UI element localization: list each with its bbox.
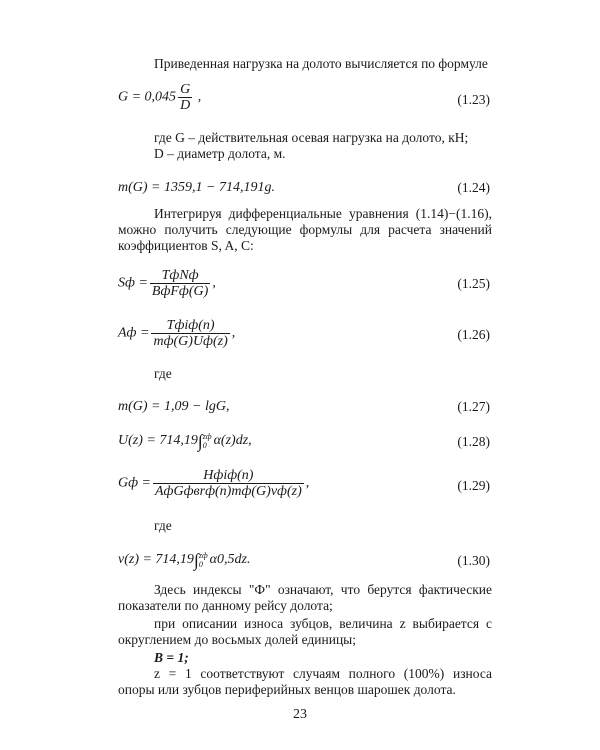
- eq-1-30-limits: [199, 551, 208, 569]
- page-number: 23: [293, 707, 307, 722]
- eq-1-25-number: (1.25): [457, 276, 490, 291]
- where-line-4: где: [154, 518, 172, 533]
- equation-1-29: [118, 468, 309, 499]
- paragraph-integrate-text: Интегрируя дифференциальные уравнения (1.14)−(1.16), можно получить следующие формулы для расчета значений коэффициентов S, A, C:: [118, 206, 492, 253]
- where-line-3: где: [154, 366, 172, 381]
- eq-1-25-lhs: Sф =: [118, 275, 148, 291]
- where-line-2: D – диаметр долота, м.: [154, 146, 286, 161]
- eq-1-27-number: (1.27): [457, 399, 490, 414]
- eq-1-26-number: (1.26): [457, 327, 490, 342]
- equation-1-23: [118, 82, 201, 113]
- eq-1-25-denominator: BфFф(G): [151, 284, 209, 299]
- equation-1-27: m(G) = 1,09 − lgG,: [118, 399, 230, 414]
- eq-1-30-upper: zф: [198, 551, 208, 560]
- eq-1-29-denominator: AфGфвrф(n)mф(G)vф(z): [155, 484, 302, 499]
- where-line-1: где G – действительная осевая нагрузка на долото, кН;: [154, 130, 469, 145]
- eq-1-23-number: (1.23): [457, 92, 490, 107]
- eq-1-28-upper: zф: [202, 432, 212, 441]
- eq-1-29-fraction: [153, 468, 304, 499]
- eq-1-28-number: (1.28): [457, 434, 490, 449]
- intro-text: Приведенная нагрузка на долото вычисляется по формуле: [154, 56, 488, 71]
- eq-1-28-lower: 0: [202, 441, 207, 450]
- integral-sign-icon: ∫: [197, 431, 203, 452]
- eq-1-26-lhs: Aф =: [118, 325, 150, 341]
- eq-1-30-rhs: α0,5dz.: [209, 552, 251, 568]
- eq-1-28-lhs: U(z) = 714,19: [118, 433, 198, 449]
- eq-1-26-fraction: [151, 318, 229, 349]
- equation-1-26: [118, 318, 235, 349]
- equation-1-24: m(G) = 1359,1 − 714,191g.: [118, 180, 275, 195]
- eq-1-29-lhs: Gф =: [118, 475, 151, 491]
- paragraph-index-text: Здесь индексы "Ф" означают, что берутся фактические показатели по данному рейсу долота;: [118, 582, 492, 613]
- equation-1-25: [118, 268, 216, 299]
- b-equation: B = 1;: [154, 650, 189, 665]
- eq-1-23-tail: ,: [194, 89, 202, 105]
- paragraph-b-eq: [118, 650, 492, 666]
- eq-1-29-tail: ,: [305, 475, 310, 491]
- paragraph-integrate: [118, 206, 492, 254]
- eq-1-23-numerator: G: [180, 82, 191, 97]
- eq-1-26-tail: ,: [231, 325, 236, 341]
- eq-1-28-rhs: α(z)dz,: [213, 433, 252, 449]
- eq-1-23-denominator: D: [180, 98, 191, 113]
- eq-1-29-numerator: Hфiф(n): [153, 468, 304, 484]
- eq-1-26-numerator: Tфiф(n): [151, 318, 229, 334]
- paragraph-index: [118, 582, 492, 614]
- paragraph-teeth: [118, 616, 492, 648]
- eq-1-29-number: (1.29): [457, 478, 490, 493]
- eq-1-25-tail: ,: [212, 275, 216, 291]
- paragraph-z1: [118, 666, 492, 698]
- equation-1-30: [118, 551, 250, 569]
- eq-1-26-denominator: mф(G)Uф(z): [153, 334, 228, 349]
- eq-1-28-limits: [203, 432, 212, 450]
- eq-1-25-fraction: [150, 268, 210, 299]
- paragraph-z1-text: z = 1 соответствуют случаям полного (100%) износа опоры или зубцов периферийных венцов шарошек долота.: [118, 666, 492, 697]
- integral-sign-icon: ∫: [193, 550, 199, 571]
- eq-1-25-numerator: TфNф: [150, 268, 210, 284]
- eq-1-23-fraction: [178, 82, 192, 113]
- eq-1-24-number: (1.24): [457, 180, 490, 195]
- paragraph-teeth-text: при описании износа зубцов, величина z выбирается с округлением до восьмых долей единицы;: [118, 616, 492, 647]
- eq-1-30-number: (1.30): [457, 553, 490, 568]
- equation-1-28: [118, 432, 252, 450]
- eq-1-23-lhs: G = 0,045: [118, 89, 177, 105]
- eq-1-30-lhs: v(z) = 714,19: [118, 552, 194, 568]
- eq-1-30-lower: 0: [198, 560, 203, 569]
